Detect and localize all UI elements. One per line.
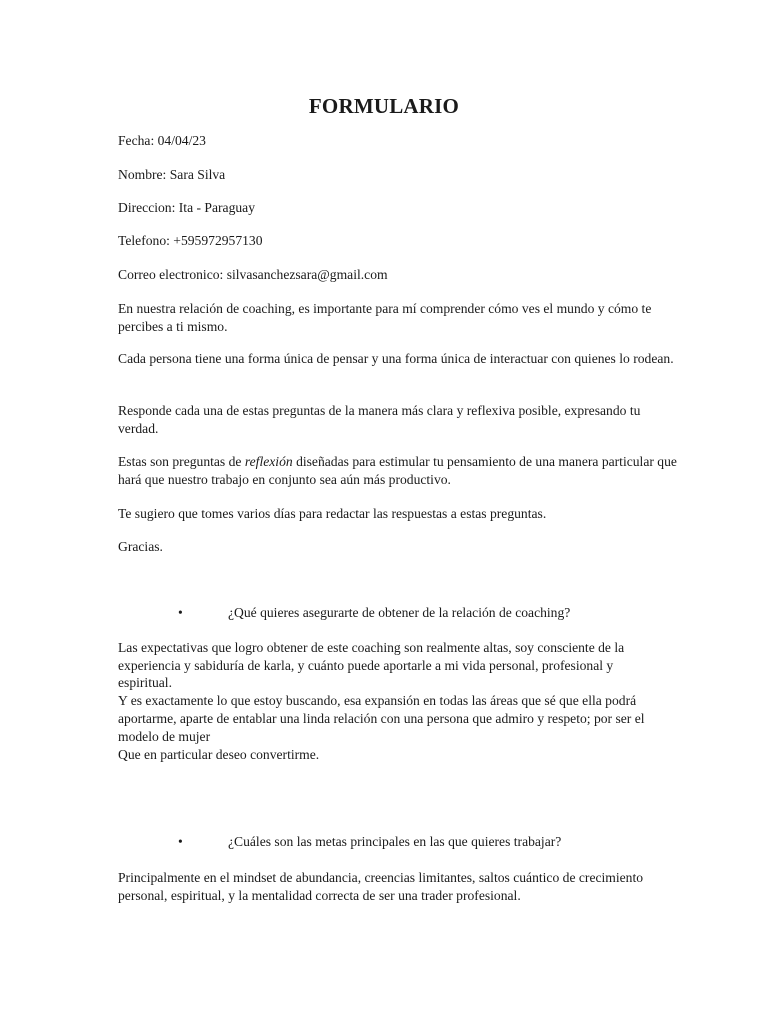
intro-paragraph-4 — [118, 453, 678, 488]
answer-1-line-3: espiritual. — [118, 675, 172, 690]
intro-paragraph-1: En nuestra relación de coaching, es importante para mí comprender cómo ves el mundo y cómo te percibes a ti mismo. — [118, 301, 652, 334]
field-nombre: Nombre: Sara Silva — [118, 167, 226, 182]
bullet-icon: • — [178, 605, 183, 620]
answer-1-line-4: Y es exactamente lo que estoy buscando, esa expansión en todas las áreas que sé que ella podrá — [118, 693, 637, 708]
intro-paragraph-6: Gracias. — [118, 539, 163, 554]
intro-paragraph-4-start: Estas son preguntas de — [118, 454, 245, 469]
intro-paragraph-5: Te sugiero que tomes varios días para redactar las respuestas a estas preguntas. — [118, 506, 547, 521]
answer-1-line-1: Las expectativas que logro obtener de este coaching son realmente altas, soy consciente de la — [118, 640, 625, 655]
page-title: FORMULARIO — [308, 94, 460, 118]
field-correo: Correo electronico: silvasanchezsara@gmail.com — [118, 267, 388, 282]
intro-paragraph-2: Cada persona tiene una forma única de pensar y una forma única de interactuar con quienes lo rodean. — [118, 351, 674, 366]
answer-2-line-2: personal, espiritual, y la mentalidad correcta de ser una trader profesional. — [118, 888, 521, 903]
answer-1-line-7: Que en particular deseo convertirme. — [118, 747, 320, 762]
question-2-text: ¿Cuáles son las metas principales en las que quieres trabajar? — [228, 834, 562, 849]
answer-1-line-5: aportarme, aparte de entablar una linda relación con una persona que admiro y respeto; por ser el — [118, 711, 645, 726]
field-direccion: Direccion: Ita - Paraguay — [118, 200, 256, 215]
answer-2-line-1: Principalmente en el mindset de abundancia, creencias limitantes, saltos cuántico de crecimiento — [118, 870, 644, 885]
field-fecha: Fecha: 04/04/23 — [118, 133, 206, 148]
answer-1-line-6: modelo de mujer — [118, 729, 211, 744]
question-1-text: ¿Qué quieres asegurarte de obtener de la relación de coaching? — [228, 605, 571, 620]
intro-paragraph-3: Responde cada una de estas preguntas de la manera más clara y reflexiva posible, expresando tu verdad. — [118, 403, 641, 436]
field-telefono: Telefono: +595972957130 — [118, 233, 263, 248]
answer-1-line-2: experiencia y sabiduría de karla, y cuánto puede aportarle a mi vida personal, profesional y — [118, 658, 614, 673]
intro-paragraph-4-end: diseñadas para estimular tu pensamiento de una manera particular que hará que nuestro trabajo en conjunto sea aún más productivo. — [118, 454, 677, 487]
intro-paragraph-4-emphasis: reflexión — [244, 454, 293, 469]
bullet-icon: • — [178, 834, 183, 849]
